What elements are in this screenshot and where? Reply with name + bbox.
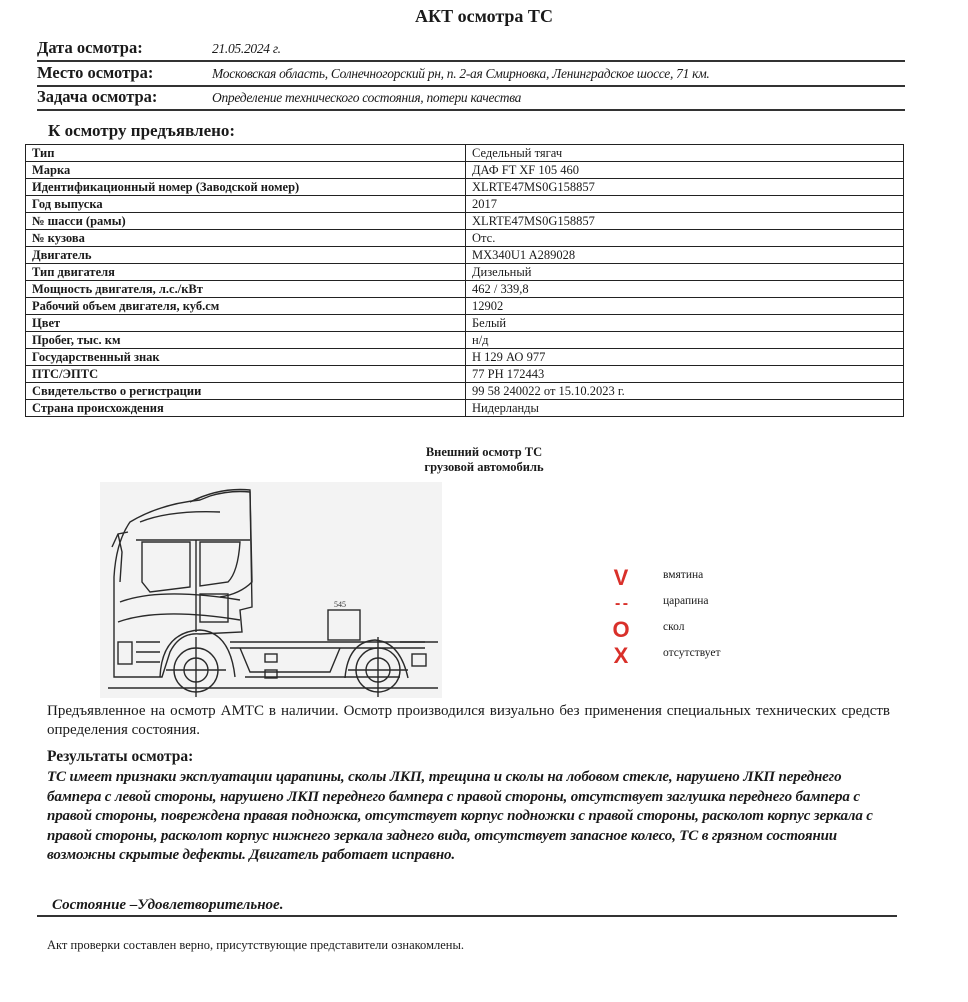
- spec-value: ДАФ FT XF 105 460: [466, 162, 904, 179]
- table-row: [26, 383, 904, 400]
- header-value: Московская область, Солнечногорский рн, п. 2-ая Смирновка, Ленинградское шоссе, 71 км.: [212, 66, 710, 81]
- header-value: 21.05.2024 г.: [212, 41, 281, 56]
- spec-key: Марка: [26, 162, 466, 179]
- header-value: Определение технического состояния, потери качества: [212, 90, 522, 105]
- footer-statement: Акт проверки составлен верно, присутствующие представители ознакомлены.: [47, 938, 464, 952]
- table-row: [26, 145, 904, 162]
- table-row: [26, 349, 904, 366]
- header-label: Место осмотра:: [37, 63, 154, 82]
- spec-key: ПТС/ЭПТС: [26, 366, 466, 383]
- table-row: [26, 264, 904, 281]
- legend-label: скол: [663, 621, 685, 633]
- table-row: [26, 179, 904, 196]
- header-label: Задача осмотра:: [37, 87, 158, 106]
- spec-value: Отс.: [466, 230, 904, 247]
- spec-value: XLRTE47MS0G158857: [466, 213, 904, 230]
- spec-value: MX340U1 A289028: [466, 247, 904, 264]
- table-row: [26, 315, 904, 332]
- spec-key: Рабочий объем двигателя, куб.см: [26, 298, 466, 315]
- divider: [37, 915, 897, 917]
- dent-symbol-icon: V: [613, 565, 629, 590]
- spec-value: Белый: [466, 315, 904, 332]
- vehicle-spec-table: [25, 144, 904, 417]
- spec-key: Идентификационный номер (Заводской номер): [26, 179, 466, 196]
- dimension-label: 545: [334, 600, 346, 609]
- chip-symbol-icon: O: [612, 617, 630, 642]
- spec-value: Н 129 АО 977: [466, 349, 904, 366]
- table-row: [26, 162, 904, 179]
- spec-key: № кузова: [26, 230, 466, 247]
- scratch-symbol-icon: - -: [614, 595, 628, 612]
- table-row: [26, 298, 904, 315]
- spec-key: Двигатель: [26, 247, 466, 264]
- spec-value: Дизельный: [466, 264, 904, 281]
- spec-key: Пробег, тыс. км: [26, 332, 466, 349]
- spec-key: Тип двигателя: [26, 264, 466, 281]
- spec-key: Тип: [26, 145, 466, 162]
- table-row: [26, 366, 904, 383]
- spec-key: Свидетельство о регистрации: [26, 383, 466, 400]
- legend-label: царапина: [663, 595, 709, 607]
- inspection-paragraph: Предъявленное на осмотр АМТС в наличии. Осмотр производился визуально без применения специальных технических средств определения состояния.: [47, 703, 890, 738]
- document-title: АКТ осмотра ТС: [415, 6, 553, 26]
- missing-symbol-icon: X: [613, 643, 629, 668]
- header-row-task: [37, 87, 905, 111]
- condition-state: Состояние –Удовлетворительное.: [52, 897, 284, 913]
- spec-key: № шасси (рамы): [26, 213, 466, 230]
- truck-side-view-icon: [100, 482, 442, 698]
- spec-value: 462 / 339,8: [466, 281, 904, 298]
- results-title: Результаты осмотра:: [47, 748, 194, 765]
- header-row-place: [37, 63, 905, 87]
- spec-key: Страна происхождения: [26, 400, 466, 417]
- table-row: [26, 247, 904, 264]
- table-row: [26, 332, 904, 349]
- table-row: [26, 196, 904, 213]
- results-text: ТС имеет признаки эксплуатации царапины, сколы ЛКП, трещина и сколы на лобовом стекле, нарушено ЛКП переднего бампера с левой стороны, нарушено ЛКП переднего бампера с правой стороны, отсутствует заглушка переднего бампера с правой стороны, повреждена правая подножка, отсутствует корпус подножки с правой стороны, расколот корпус зеркала с правой стороны, расколот корпус нижнего зеркала заднего вида, отсутствует запасное колесо, ТС в грязном состоянии возможны скрытые дефекты. Двигатель работает исправно.: [47, 769, 873, 863]
- spec-value: XLRTE47MS0G158857: [466, 179, 904, 196]
- table-row: [26, 230, 904, 247]
- spec-value: Седельный тягач: [466, 145, 904, 162]
- legend-label: вмятина: [663, 569, 704, 581]
- legend-label: отсутствует: [663, 647, 721, 659]
- header-row-date: [37, 38, 905, 62]
- truck-diagram: [100, 482, 442, 698]
- spec-value: 12902: [466, 298, 904, 315]
- spec-key: Год выпуска: [26, 196, 466, 213]
- spec-value: 99 58 240022 от 15.10.2023 г.: [466, 383, 904, 400]
- header-label: Дата осмотра:: [37, 38, 143, 57]
- spec-value: Нидерланды: [466, 400, 904, 417]
- spec-key: Мощность двигателя, л.с./кВт: [26, 281, 466, 298]
- table-row: [26, 281, 904, 298]
- spec-key: Государственный знак: [26, 349, 466, 366]
- external-inspection-title-line2: грузовой автомобиль: [424, 460, 544, 474]
- spec-value: н/д: [466, 332, 904, 349]
- presented-title: К осмотру предъявлено:: [48, 121, 236, 140]
- spec-key: Цвет: [26, 315, 466, 332]
- table-row: [26, 213, 904, 230]
- spec-value: 2017: [466, 196, 904, 213]
- table-row: [26, 400, 904, 417]
- spec-value: 77 РН 172443: [466, 366, 904, 383]
- external-inspection-title: [0, 445, 968, 475]
- external-inspection-title-line1: Внешний осмотр ТС: [425, 445, 543, 459]
